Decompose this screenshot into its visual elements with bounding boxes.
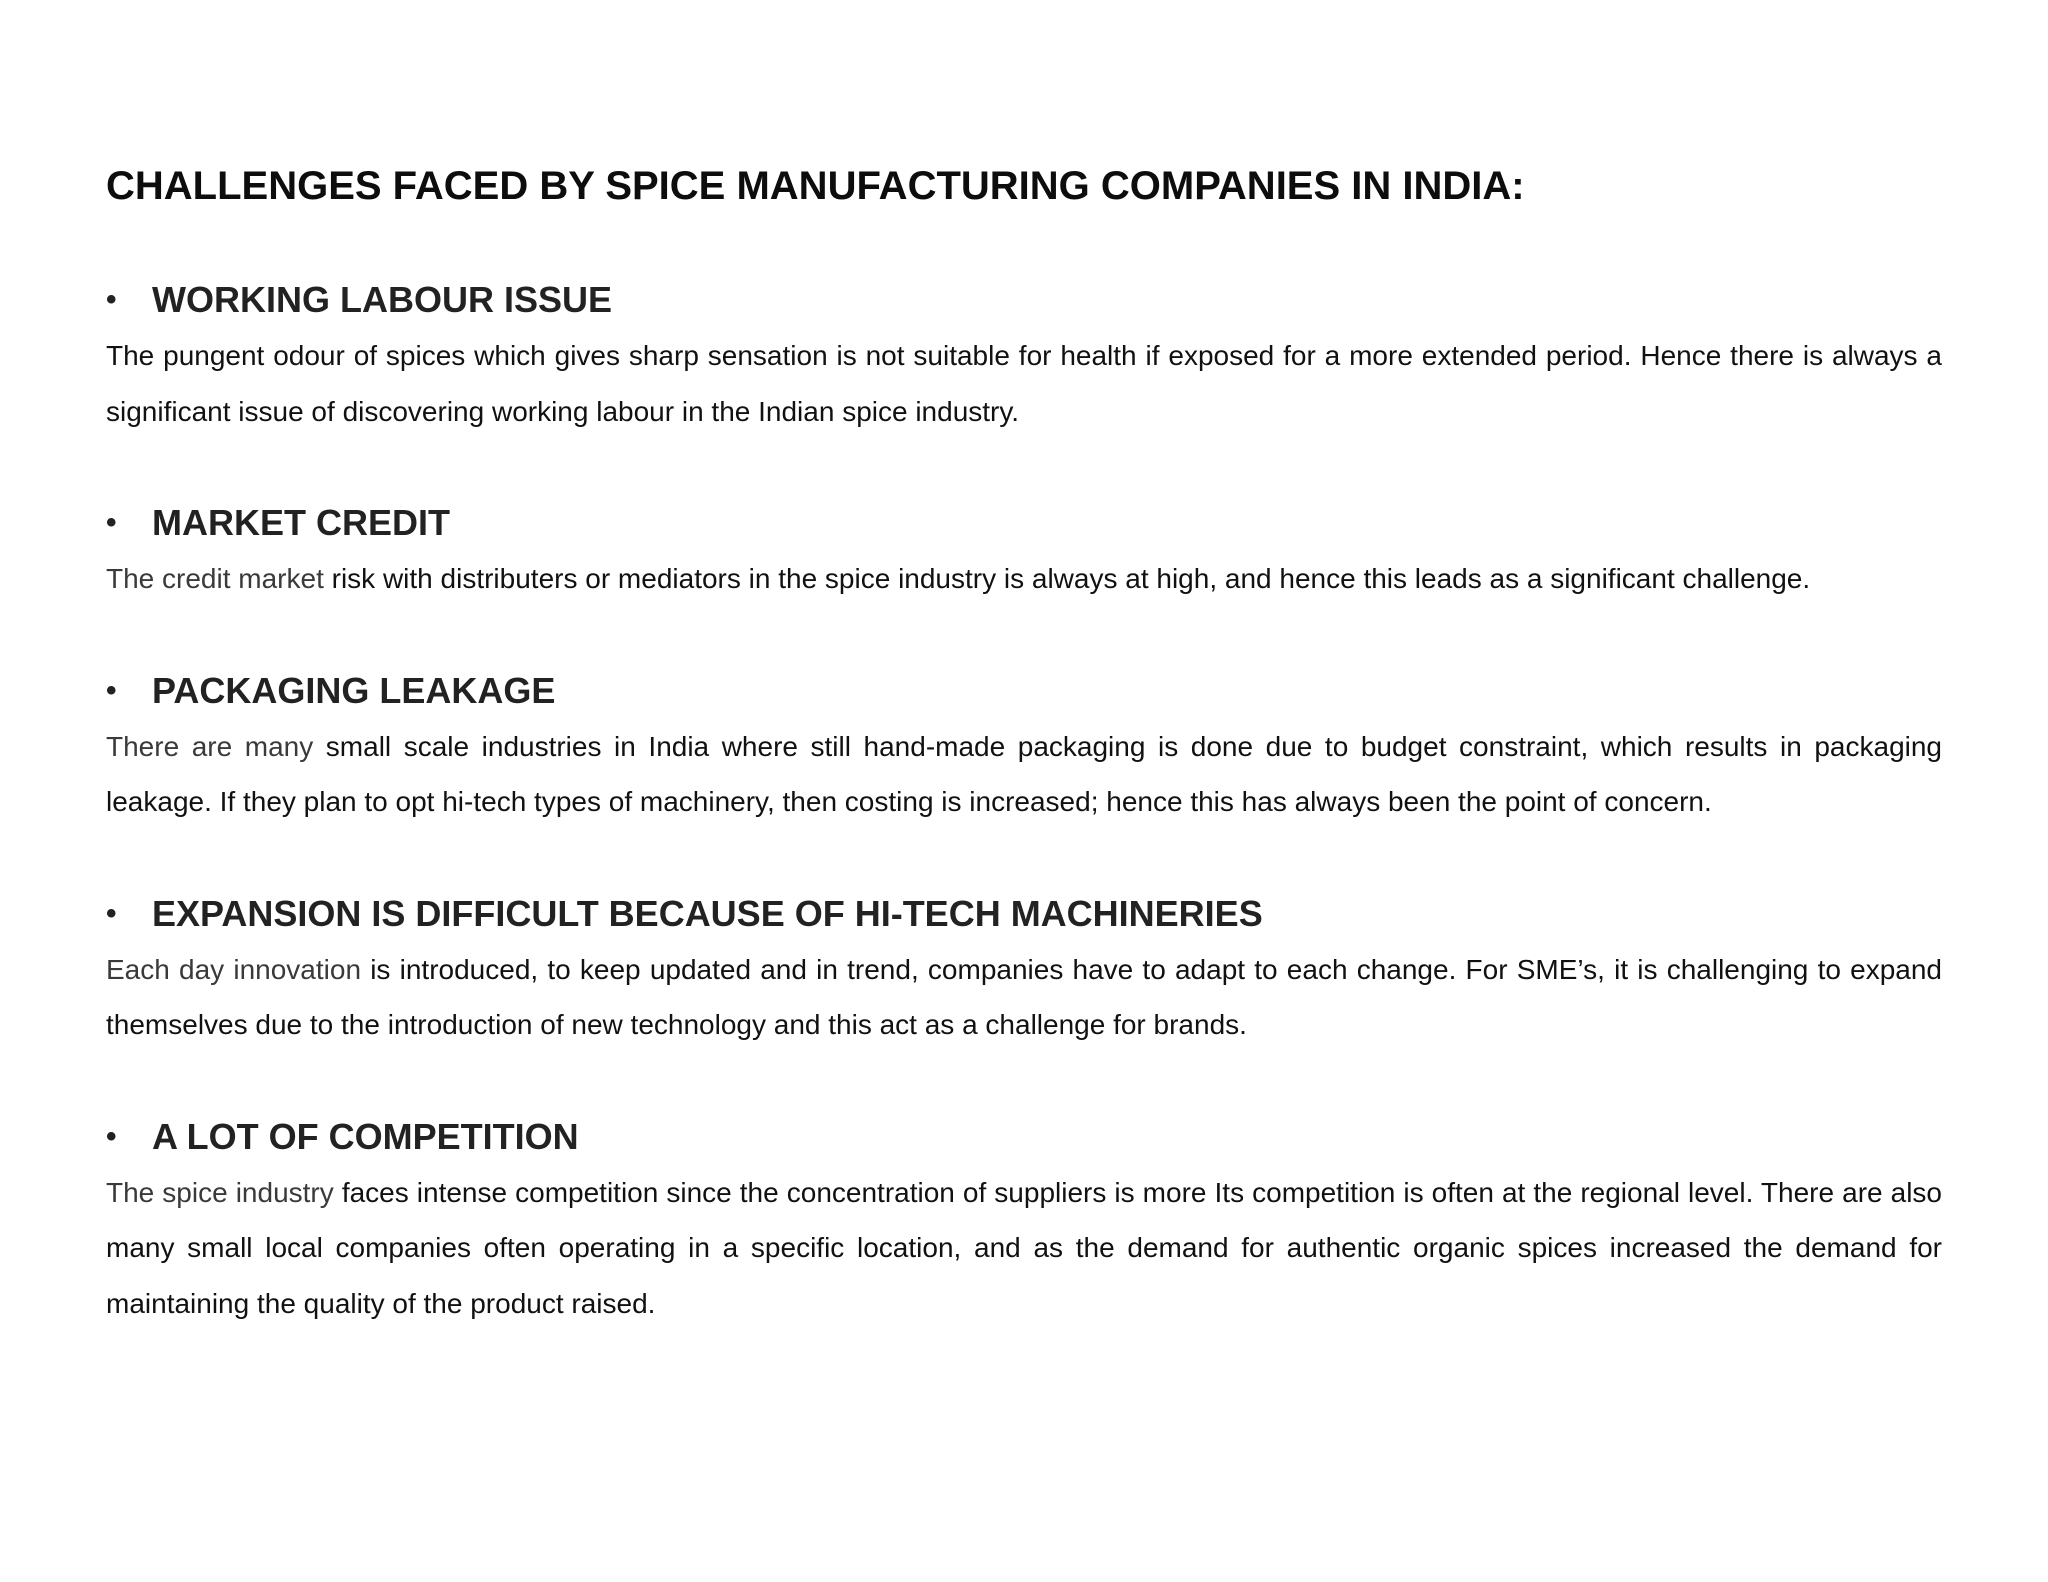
section-competition (106, 1109, 1942, 1332)
section-body-text: small scale industries in India where still hand-made packaging is done due to budget constraint, which results in packaging leakage. If they plan to opt hi-tech types of machinery, then costing is increased; hence this has always been the point of concern. (106, 730, 1943, 817)
bullet-icon: • (106, 283, 117, 316)
section-heading (106, 1109, 1942, 1165)
bullet-icon: • (106, 896, 117, 930)
section-packaging-leakage (106, 663, 1942, 830)
section-heading-text: WORKING LABOUR ISSUE (152, 279, 613, 320)
section-body (106, 719, 1942, 830)
section-heading (106, 663, 1942, 719)
section-body (106, 942, 1942, 1053)
section-body-text: faces intense competition since the concentration of suppliers is more Its competition is often at the regional level. There are also many small local companies often operating in a specific location, and as the demand for authentic organic spices increased the demand for maintaining the quality of the product raised. (106, 1176, 1943, 1319)
section-lead: There are many (106, 730, 314, 762)
section-heading-text: PACKAGING LEAKAGE (152, 669, 556, 711)
section-body (106, 551, 1942, 607)
section-working-labour (106, 272, 1942, 439)
section-expansion (106, 886, 1942, 1053)
section-market-credit (106, 495, 1942, 607)
section-heading-text: A LOT OF COMPETITION (152, 1115, 579, 1157)
section-body-text: risk with distributers or mediators in the spice industry is always at high, and hence this leads as a significant challenge. (323, 563, 1811, 594)
bullet-icon: • (106, 506, 117, 539)
bullet-icon: • (106, 1119, 117, 1153)
document-page (106, 158, 1942, 1331)
section-heading-text: MARKET CREDIT (152, 502, 450, 543)
page-title: CHALLENGES FACED BY SPICE MANUFACTURING COMPANIES IN INDIA: (106, 164, 1525, 208)
section-lead: Each day innovation (106, 953, 362, 985)
section-heading (106, 495, 1942, 551)
bullet-icon: • (106, 673, 117, 707)
section-heading (106, 886, 1942, 942)
section-lead: The spice industry (106, 1176, 334, 1208)
section-lead: The credit market (106, 563, 324, 594)
section-heading (106, 272, 1942, 328)
section-body (106, 1165, 1942, 1332)
section-heading-text: EXPANSION IS DIFFICULT BECAUSE OF HI-TECH MACHINERIES (152, 892, 1263, 934)
section-body (106, 328, 1942, 439)
section-body-text: is introduced, to keep updated and in trend, companies have to adapt to each change. For SME’s, it is challenging to expand themselves due to the introduction of new technology and this act as a challenge for brands. (106, 953, 1942, 1040)
section-body-text: The pungent odour of spices which gives sharp sensation is not suitable for health if exposed for a more extended period. Hence there is always a significant issue of discovering working labour in the Indian spice industry. (106, 340, 1942, 427)
